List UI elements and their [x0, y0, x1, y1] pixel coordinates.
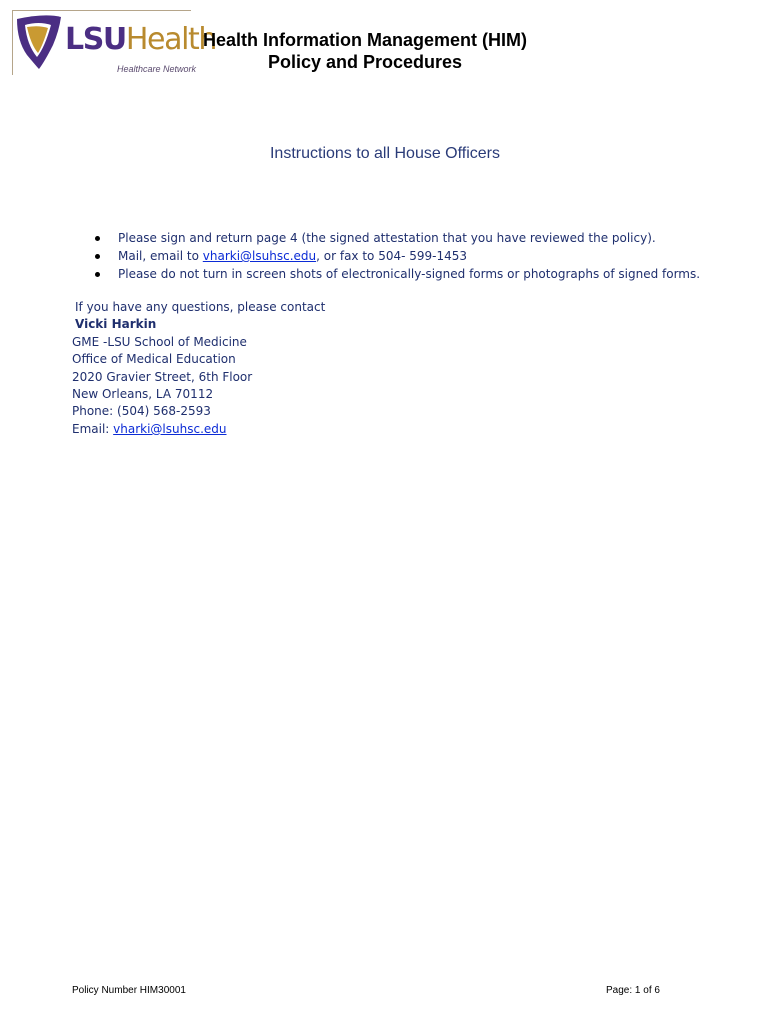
header-subtitle: Policy and Procedures: [267, 52, 463, 72]
list-item: [92, 247, 700, 265]
logo-tagline: Healthcare Network: [117, 64, 197, 74]
contact-intro: If you have any questions, please contact: [75, 300, 326, 314]
lsu-health-logo: [12, 10, 217, 75]
contact-office: Office of Medical Education: [72, 352, 236, 367]
shield-icon: [15, 11, 63, 71]
bullet-text-mail-prefix: Mail, email to: [118, 249, 203, 263]
contact-street: 2020 Gravier Street, 6th Floor: [72, 369, 253, 384]
contact-phone: Phone: (504) 568-2593: [72, 404, 211, 419]
instructions-list: [92, 229, 700, 283]
contact-city: New Orleans, LA 70112: [72, 386, 214, 401]
contact-email-link[interactable]: vharki@lsuhsc.edu: [113, 421, 227, 436]
contact-email-line: [72, 421, 325, 438]
email-link[interactable]: vharki@lsuhsc.edu: [202, 249, 317, 263]
header-title: Health Information Management (HIM): [202, 30, 527, 50]
list-item: [92, 265, 700, 283]
bullet-text-sign-return: Please sign and return page 4 (the signed attestation that you have reviewed the policy).: [118, 231, 656, 245]
footer-page-number: Page: 1 of 6: [606, 985, 660, 996]
document-header: [190, 29, 540, 73]
contact-email-label: Email:: [72, 421, 114, 436]
logo-text-lsu: LSU: [65, 22, 126, 57]
bullet-text-fax: , or fax to 504- 599-1453: [316, 249, 468, 263]
contact-name: Vicki Harkin: [75, 317, 157, 332]
contact-organization: GME -LSU School of Medicine: [72, 334, 247, 349]
instructions-title: Instructions to all House Officers: [269, 145, 501, 162]
contact-block: [72, 299, 325, 438]
logo-text-health: Health: [125, 22, 217, 57]
bullet-text-no-screenshots: Please do not turn in screen shots of electronically-signed forms or photographs of signed forms.: [118, 267, 701, 281]
footer-policy-number: Policy Number HIM30001: [72, 985, 186, 996]
list-item: [92, 229, 700, 247]
